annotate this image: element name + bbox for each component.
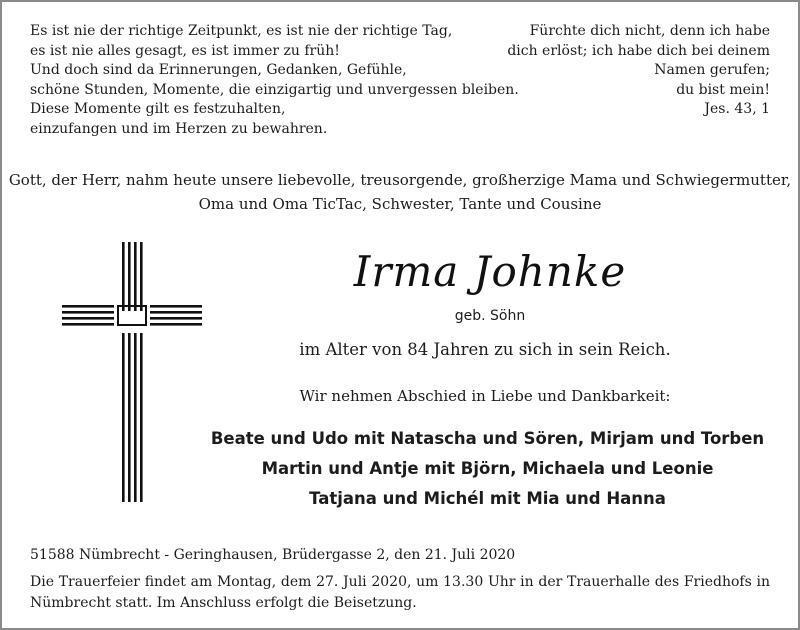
age-text: im Alter von 84 Jahren zu sich in sein Reich. bbox=[299, 340, 671, 359]
intro-line: Oma und Oma TicTac, Schwester, Tante und Cousine bbox=[198, 195, 602, 213]
location-date: 51588 Nümbrecht - Geringhausen, Brüdergasse 2, den 21. Juli 2020 bbox=[30, 547, 516, 563]
poem-left-line: es ist nie alles gesagt, es ist immer zu früh! bbox=[30, 42, 340, 59]
poem-left-line: Und doch sind da Erinnerungen, Gedanken, Gefühle, bbox=[30, 62, 407, 78]
intro-line: Gott, der Herr, nahm heute unsere liebevolle, treusorgende, großherzige Mama und Schwiegermutter, bbox=[8, 171, 792, 189]
family-line: Martin und Antje mit Björn, Michaela und Leonie bbox=[261, 459, 714, 478]
poem-left-line: einzufangen und im Herzen zu bewahren. bbox=[30, 120, 328, 137]
poem-left-line: Diese Momente gilt es festzuhalten, bbox=[30, 101, 286, 117]
family-list bbox=[210, 424, 765, 514]
intro-text bbox=[0, 168, 800, 216]
bible-verse bbox=[507, 22, 770, 120]
family-line: Tatjana und Michél mit Mia und Hanna bbox=[309, 489, 666, 508]
poem-left-line: Es ist nie der richtige Zeitpunkt, es ist nie der richtige Tag, bbox=[30, 23, 453, 39]
bible-verse-line: dich erlöst; ich habe dich bei deinem bbox=[507, 42, 770, 59]
deceased-name: Irma Johnke bbox=[353, 247, 627, 296]
poem-left bbox=[30, 22, 519, 139]
funeral-info: Die Trauerfeier findet am Montag, dem 27. Juli 2020, um 13.30 Uhr in der Trauerhalle des Friedhofs in Nümbrecht statt. Im Anschluss erfolgt die Beisetzung. bbox=[30, 574, 770, 611]
bible-verse-line: Namen gerufen; bbox=[654, 62, 770, 78]
farewell-text: Wir nehmen Abschied in Liebe und Dankbarkeit: bbox=[299, 387, 671, 405]
bible-verse-line: du bist mein! bbox=[676, 81, 770, 98]
family-line: Beate und Udo mit Natascha und Sören, Mirjam und Torben bbox=[210, 429, 765, 448]
cross-icon bbox=[62, 242, 202, 502]
bible-verse-line: Fürchte dich nicht, denn ich habe bbox=[529, 23, 770, 39]
bible-verse-reference: Jes. 43, 1 bbox=[704, 101, 770, 117]
maiden-name: geb. Söhn bbox=[454, 308, 526, 324]
poem-left-line: schöne Stunden, Momente, die einzigartig und unvergessen bleiben. bbox=[30, 81, 519, 98]
